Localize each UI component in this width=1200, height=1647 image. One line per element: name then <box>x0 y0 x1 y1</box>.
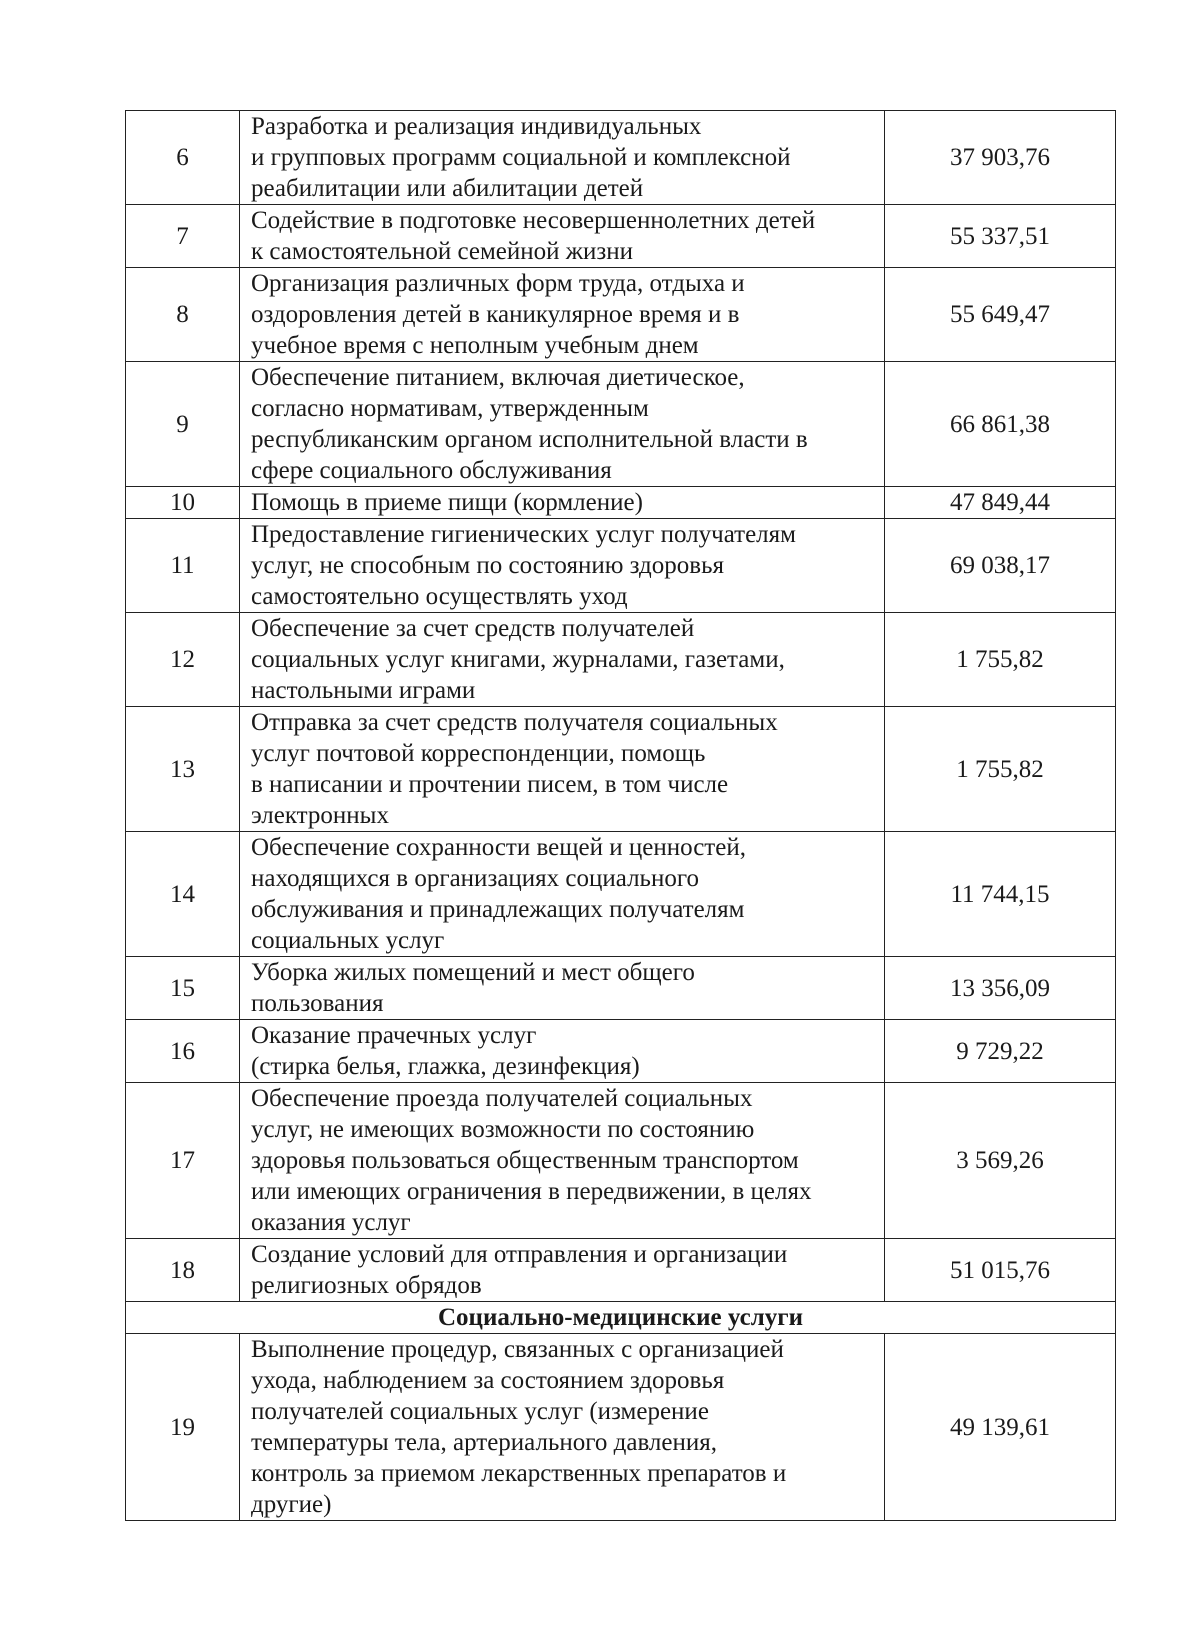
service-name-line: или имеющих ограничения в передвижении, в целях <box>251 1178 812 1205</box>
tariff-amount: 55 337,51 <box>885 205 1116 268</box>
table-row <box>126 519 1116 613</box>
service-name <box>240 519 885 613</box>
section-heading-row <box>126 1302 1116 1334</box>
service-name-line: самостоятельно осуществлять уход <box>251 583 628 610</box>
table-row <box>126 205 1116 268</box>
service-name-line: пользования <box>251 990 384 1017</box>
service-name-line: оздоровления детей в каникулярное время и в <box>251 301 740 328</box>
service-name-line: Разработка и реализация индивидуальных <box>251 113 702 140</box>
tariff-amount: 11 744,15 <box>885 832 1116 957</box>
table-row <box>126 832 1116 957</box>
service-name-line: социальных услуг <box>251 927 445 954</box>
service-name-line: согласно нормативам, утвержденным <box>251 395 649 422</box>
tariff-amount: 49 139,61 <box>885 1334 1116 1521</box>
table-row <box>126 487 1116 519</box>
service-name-line: контроль за приемом лекарственных препаратов и <box>251 1460 787 1487</box>
table-row <box>126 1020 1116 1083</box>
tariff-amount: 51 015,76 <box>885 1239 1116 1302</box>
row-number: 11 <box>126 519 240 613</box>
tariff-amount: 47 849,44 <box>885 487 1116 519</box>
service-name <box>240 268 885 362</box>
services-tariff-table <box>125 110 1116 1521</box>
service-name-line: Помощь в приеме пищи (кормление) <box>251 489 643 516</box>
tariff-amount: 1 755,82 <box>885 613 1116 707</box>
table-body <box>126 111 1116 1521</box>
service-name-line: услуг почтовой корреспонденции, помощь <box>251 740 706 767</box>
service-name <box>240 957 885 1020</box>
service-name <box>240 362 885 487</box>
service-name-line: Обеспечение проезда получателей социальных <box>251 1085 753 1112</box>
service-name <box>240 832 885 957</box>
table-row <box>126 1083 1116 1239</box>
service-name-line: оказания услуг <box>251 1209 411 1236</box>
row-number: 12 <box>126 613 240 707</box>
service-name-line: получателей социальных услуг (измерение <box>251 1398 709 1425</box>
tariff-amount: 55 649,47 <box>885 268 1116 362</box>
service-name-line: сфере социального обслуживания <box>251 457 612 484</box>
row-number: 16 <box>126 1020 240 1083</box>
service-name <box>240 111 885 205</box>
service-name-line: ухода, наблюдением за состоянием здоровья <box>251 1367 725 1394</box>
row-number: 19 <box>126 1334 240 1521</box>
service-name-line: Выполнение процедур, связанных с организацией <box>251 1336 784 1363</box>
service-name-line: Создание условий для отправления и организации <box>251 1241 788 1268</box>
service-name-line: республиканским органом исполнительной власти в <box>251 426 808 453</box>
table-row <box>126 1334 1116 1521</box>
service-name-line: Уборка жилых помещений и мест общего <box>251 959 695 986</box>
row-number: 15 <box>126 957 240 1020</box>
service-name <box>240 1083 885 1239</box>
service-name <box>240 1239 885 1302</box>
table-row <box>126 362 1116 487</box>
row-number: 13 <box>126 707 240 832</box>
service-name-line: здоровья пользоваться общественным транспортом <box>251 1147 799 1174</box>
row-number: 9 <box>126 362 240 487</box>
service-name-line: обслуживания и принадлежащих получателям <box>251 896 745 923</box>
row-number: 8 <box>126 268 240 362</box>
service-name-line: Обеспечение за счет средств получателей <box>251 615 695 642</box>
section-heading: Социально-медицинские услуги <box>126 1302 1116 1334</box>
service-name-line: Оказание прачечных услуг <box>251 1022 537 1049</box>
service-name <box>240 487 885 519</box>
service-name <box>240 613 885 707</box>
service-name-line: Обеспечение питанием, включая диетическое, <box>251 364 745 391</box>
service-name-line: социальных услуг книгами, журналами, газетами, <box>251 646 785 673</box>
table-row <box>126 613 1116 707</box>
service-name-line: услуг, не имеющих возможности по состоянию <box>251 1116 755 1143</box>
service-name-line: настольными играми <box>251 677 476 704</box>
tariff-amount: 69 038,17 <box>885 519 1116 613</box>
table-row <box>126 957 1116 1020</box>
row-number: 6 <box>126 111 240 205</box>
service-name <box>240 1334 885 1521</box>
table-row <box>126 1239 1116 1302</box>
service-name-line: к самостоятельной семейной жизни <box>251 238 634 265</box>
service-name-line: услуг, не способным по состоянию здоровья <box>251 552 724 579</box>
service-name <box>240 205 885 268</box>
row-number: 7 <box>126 205 240 268</box>
service-name-line: религиозных обрядов <box>251 1272 482 1299</box>
row-number: 18 <box>126 1239 240 1302</box>
tariff-amount: 37 903,76 <box>885 111 1116 205</box>
service-name-line: учебное время с неполным учебным днем <box>251 332 699 359</box>
service-name-line: Содействие в подготовке несовершеннолетних детей <box>251 207 816 234</box>
tariff-amount: 3 569,26 <box>885 1083 1116 1239</box>
tariff-amount: 66 861,38 <box>885 362 1116 487</box>
table-row <box>126 707 1116 832</box>
service-name-line: и групповых программ социальной и комплексной <box>251 144 791 171</box>
service-name-line: в написании и прочтении писем, в том числе <box>251 771 729 798</box>
row-number: 14 <box>126 832 240 957</box>
table-row <box>126 268 1116 362</box>
service-name-line: другие) <box>251 1491 332 1518</box>
tariff-amount: 9 729,22 <box>885 1020 1116 1083</box>
service-name-line: Обеспечение сохранности вещей и ценностей, <box>251 834 746 861</box>
service-name-line: находящихся в организациях социального <box>251 865 699 892</box>
service-name-line: Предоставление гигиенических услуг получателям <box>251 521 796 548</box>
row-number: 17 <box>126 1083 240 1239</box>
tariff-amount: 1 755,82 <box>885 707 1116 832</box>
service-name-line: температуры тела, артериального давления, <box>251 1429 717 1456</box>
service-name-line: реабилитации или абилитации детей <box>251 175 644 202</box>
row-number: 10 <box>126 487 240 519</box>
service-name <box>240 1020 885 1083</box>
table-row <box>126 111 1116 205</box>
service-name-line: Организация различных форм труда, отдыха и <box>251 270 745 297</box>
service-name-line: (стирка белья, глажка, дезинфекция) <box>251 1053 640 1080</box>
service-name-line: Отправка за счет средств получателя социальных <box>251 709 778 736</box>
tariff-amount: 13 356,09 <box>885 957 1116 1020</box>
service-name <box>240 707 885 832</box>
service-name-line: электронных <box>251 802 389 829</box>
